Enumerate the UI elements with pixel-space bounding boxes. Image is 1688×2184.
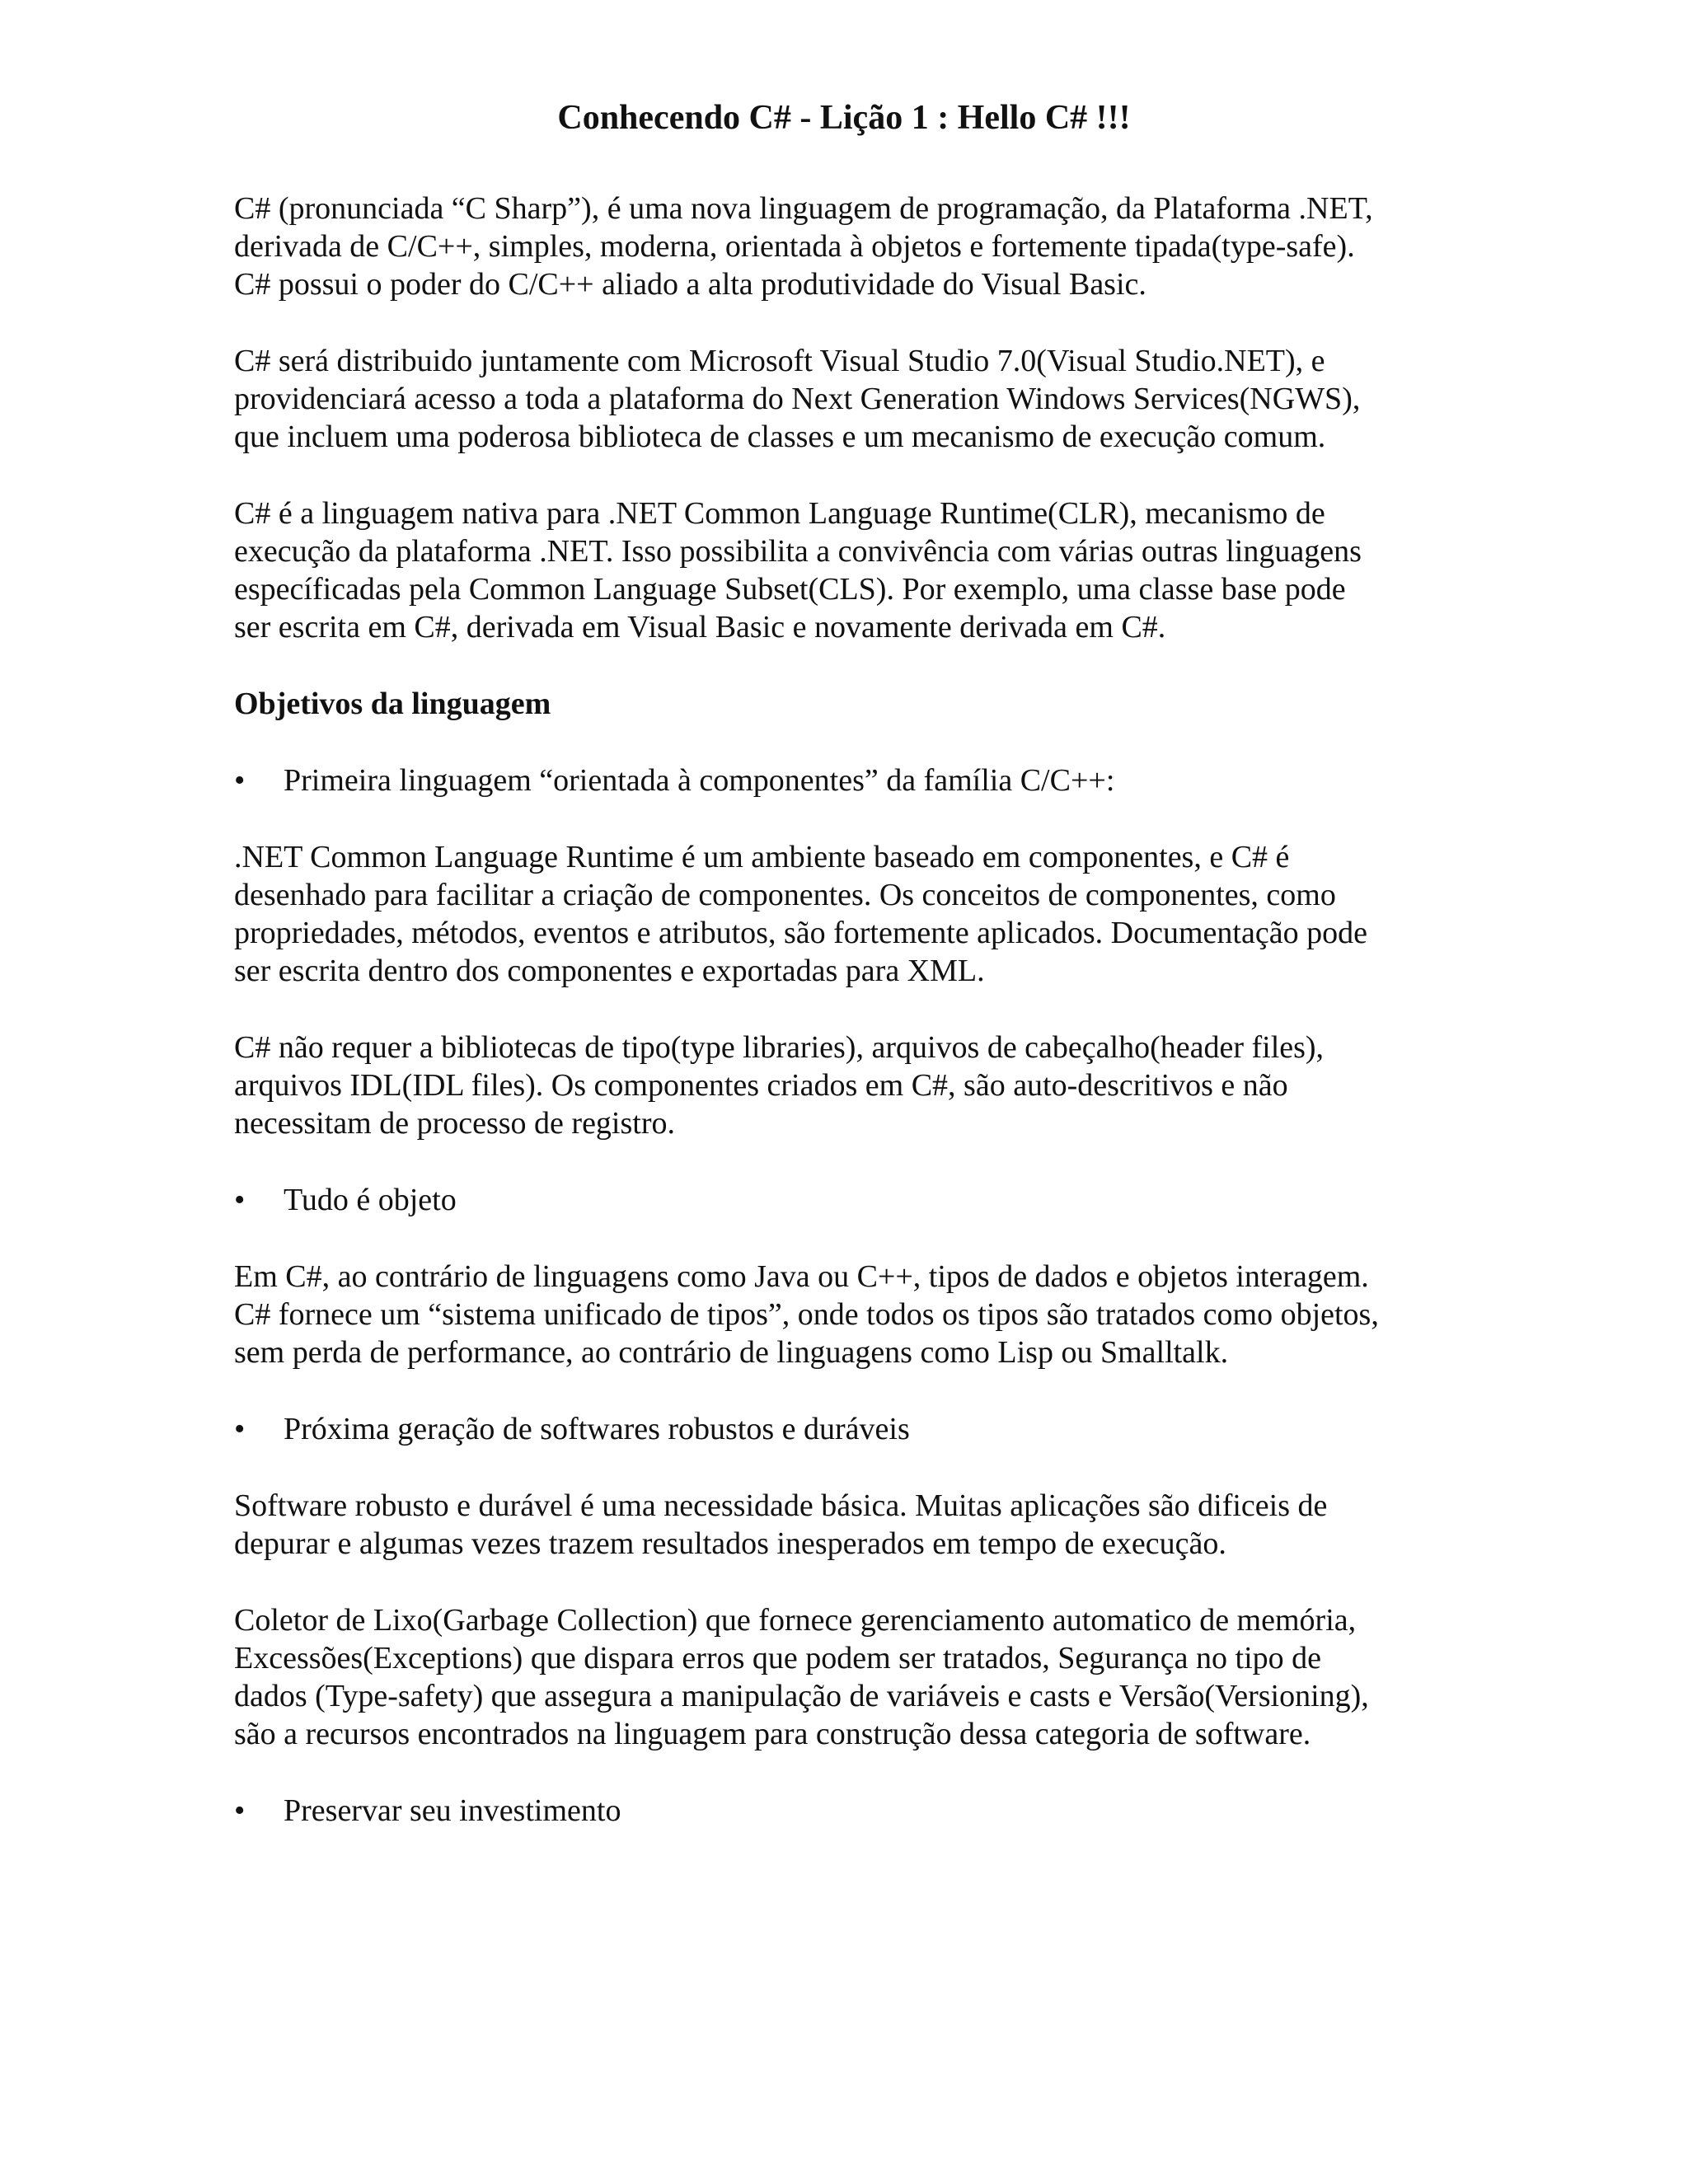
document-body <box>234 190 1470 1868</box>
bullet-icon: • <box>234 1793 246 1828</box>
bullet-item-robust <box>234 1410 1470 1448</box>
bullet-icon: • <box>234 1183 246 1217</box>
bullet-label: Preservar seu investimento <box>284 1793 621 1828</box>
bullet-icon: • <box>234 1412 246 1446</box>
bullet-label: Tudo é objeto <box>284 1183 457 1217</box>
intro-paragraph-2: C# será distribuido juntamente com Microsoft Visual Studio 7.0(Visual Studio.NET), e providenciará acesso a toda a plataforma do Next Generation Windows Services(NGWS), que incluem uma poderosa biblioteca de classes e um mecanismo de execução comum. <box>234 344 1361 454</box>
components-paragraph-2: C# não requer a bibliotecas de tipo(type libraries), arquivos de cabeçalho(header files), arquivos IDL(IDL files). Os componentes criados em C#, são auto-descritivos e não necessitam de processo de registro. <box>234 1030 1325 1141</box>
bullet-icon: • <box>234 763 246 798</box>
bullet-label: Primeira linguagem “orientada à componentes” da família C/C++: <box>284 763 1115 798</box>
robust-paragraph-2: Coletor de Lixo(Garbage Collection) que fornece gerenciamento automatico de memória, Excessões(Exceptions) que dispara erros que podem ser tratados, Segurança no tipo de dados (Type-safety) que assegura a manipulação de variáveis e casts e Versão(Versioning), são a recursos encontrados na linguagem para construção dessa categoria de software. <box>234 1603 1369 1751</box>
bullet-item-objects <box>234 1181 1470 1219</box>
intro-paragraph-1: C# (pronunciada “C Sharp”), é uma nova linguagem de programação, da Plataforma .NET, derivada de C/C++, simples, moderna, orientada à objetos e fortemente tipada(type-safe). C# possui o poder do C/C++ aliado a alta produtividade do Visual Basic. <box>234 191 1373 302</box>
robust-paragraph-1: Software robusto e durável é uma necessidade básica. Muitas aplicações são dificeis de depurar e algumas vezes trazem resultados inesperados em tempo de execução. <box>234 1488 1328 1561</box>
objects-paragraph: Em C#, ao contrário de linguagens como Java ou C++, tipos de dados e objetos interagem. C# fornece um “sistema unificado de tipos”, onde todos os tipos são tratados como objetos, sem perda de performance, ao contrário de linguagens como Lisp ou Smalltalk. <box>234 1259 1379 1370</box>
bullet-item-components <box>234 762 1470 799</box>
document-title: Conhecendo C# - Lição 1 : Hello C# !!! <box>557 99 1131 137</box>
bullet-item-investment <box>234 1792 1470 1830</box>
bullet-label: Próxima geração de softwares robustos e duráveis <box>284 1412 910 1446</box>
components-paragraph-1: .NET Common Language Runtime é um ambiente baseado em componentes, e C# é desenhado para facilitar a criação de componentes. Os conceitos de componentes, como propriedades, métodos, eventos e atributos, são fortemente aplicados. Documentação pode ser escrita dentro dos componentes e exportadas para XML. <box>234 840 1367 988</box>
intro-paragraph-3: C# é a linguagem nativa para .NET Common Language Runtime(CLR), mecanismo de execução da plataforma .NET. Isso possibilita a convivência com várias outras linguagens específicadas pela Common Language Subset(CLS). Por exemplo, uma classe base pode ser escrita em C#, derivada em Visual Basic e novamente derivada em C#. <box>234 496 1362 644</box>
section-heading: Objetivos da linguagem <box>234 687 551 721</box>
